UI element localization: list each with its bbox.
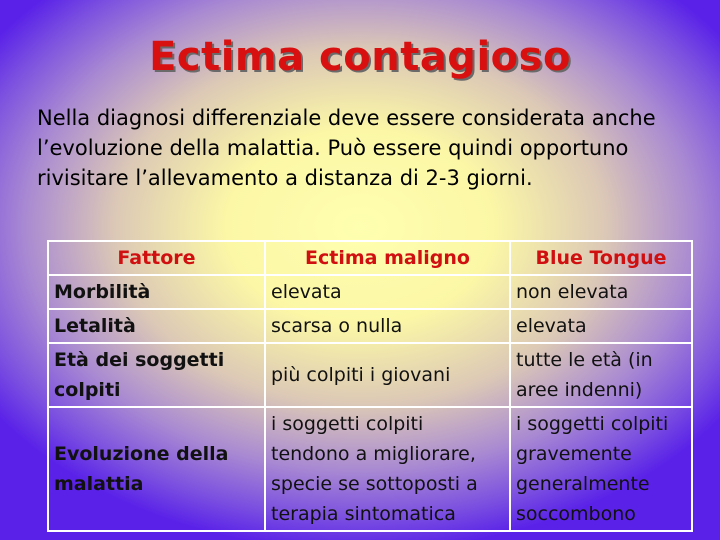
ectima-cell: scarsa o nulla	[265, 309, 510, 343]
slide-title: Ectima contagioso	[149, 34, 571, 80]
ectima-cell: più colpiti i giovani	[265, 343, 510, 407]
bluetongue-cell: elevata	[510, 309, 692, 343]
table-row	[48, 407, 692, 531]
table-header-row	[48, 241, 692, 275]
table-row	[48, 309, 692, 343]
table-row	[48, 275, 692, 309]
ectima-cell: i soggetti colpiti tendono a migliorare, specie se sottoposti a terapia sintomatica	[265, 407, 510, 531]
factor-cell: Età dei soggetti colpiti	[48, 343, 265, 407]
header-fattore: Fattore	[48, 241, 265, 275]
intro-paragraph: Nella diagnosi differenziale deve essere considerata anche l’evoluzione della malattia. Può essere quindi opportuno rivisitare l’allevamento a distanza di 2-3 giorni.	[37, 106, 656, 190]
header-ectima-maligno: Ectima maligno	[265, 241, 510, 275]
table-row	[48, 343, 692, 407]
bluetongue-cell: i soggetti colpiti gravemente generalmente soccombono	[510, 407, 692, 531]
header-blue-tongue: Blue Tongue	[510, 241, 692, 275]
factor-cell: Morbilità	[48, 275, 265, 309]
factor-cell: Letalità	[48, 309, 265, 343]
factor-cell: Evoluzione della malattia	[48, 407, 265, 531]
comparison-table	[47, 240, 693, 532]
ectima-cell: elevata	[265, 275, 510, 309]
bluetongue-cell: tutte le età (in aree indenni)	[510, 343, 692, 407]
bluetongue-cell: non elevata	[510, 275, 692, 309]
